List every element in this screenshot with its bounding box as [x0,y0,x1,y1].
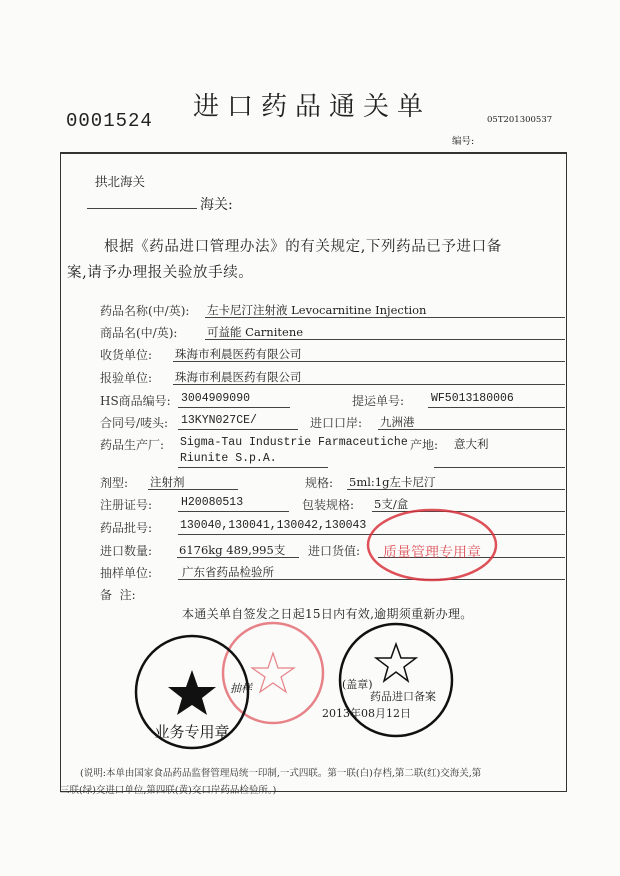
manufacturer-value-line-1: Sigma-Tau Industrie Farmaceutiche [180,436,408,449]
batch-no-label: 药品批号: [100,521,153,535]
underline [178,467,328,468]
drug-name-label: 药品名称(中/英): [100,304,190,318]
footer-note-line-1: (说明:本单由国家食品药品监督管理局统一印制,一式四联。第一联(白)存档,第二联(红)交海关,第 [80,768,482,779]
page-title: 进口药品通关单 [193,92,432,122]
underline [178,511,289,512]
customs-suffix: 海关: [200,197,233,213]
port-value: 九洲港 [380,415,415,429]
dosage-form-label: 剂型: [100,476,129,490]
manufacturer-value-line-2: Riunite S.p.A. [180,452,277,465]
gd-inspection-stamp [132,632,252,752]
seal-label: (盖章) [342,678,373,691]
issue-date: 2013年08月12日 [322,707,411,720]
drug-name-value: 左卡尼汀注射液 Levocarnitine Injection [207,303,427,317]
registration-no-value: H20080513 [181,496,244,509]
underline [178,429,298,430]
quantity-value: 6176kg 489,995支 [179,543,286,557]
underline [173,361,565,362]
inspection-applicant-label: 报验单位: [100,371,153,385]
origin-value: 意大利 [454,437,489,451]
footer-note-line-2: 三联(绿)交进口单位,第四联(黄)交口岸药品检验所。) [60,785,277,796]
intro-line-1: 根据《药品进口管理办法》的有关规定,下列药品已予进口备 [104,239,502,255]
underline [434,467,565,468]
underline [173,384,565,385]
issuer-dept: 药品进口备案 [370,690,436,703]
consignee-label: 收货单位: [100,348,153,362]
validity-note: 本通关单自签发之日起15日内有效,逾期须重新办理。 [182,607,473,621]
customs-blank [87,208,197,209]
goods-value-label: 进口货值: [308,544,361,558]
underline [378,429,565,430]
sampling-unit-value: 广东省药品检验所 [182,565,274,579]
company-stamp-text: 质量管理专用章 [383,545,481,561]
hs-code-value: 3004909090 [181,392,251,405]
specification-label: 规格: [305,476,334,490]
quantity-label: 进口数量: [100,544,153,558]
contract-no-value: 13KYN027CE/ [181,414,257,427]
underline [205,317,565,318]
intro-line-2: 案,请予办理报关验放手续。 [67,265,254,281]
specification-value: 5ml:1g左卡尼汀 [349,475,436,489]
zhuhai-fda-stamp [336,620,456,740]
underline [148,489,238,490]
customs-name: 拱北海关 [95,174,146,189]
sampling-unit-label: 抽样单位: [100,566,153,580]
trade-name-value: 可益能 Carnitene [207,325,304,339]
company-quality-stamp [362,505,502,585]
signature: 抽样 [230,682,252,695]
gd-stamp-bottom-text: 业务专用章 [154,723,230,741]
underline [177,557,299,558]
batch-no-value: 130040,130041,130042,130043 [180,519,367,532]
remarks-label: 备 注: [100,588,136,602]
underline [347,489,565,490]
underline [178,407,290,408]
trade-name-label: 商品名(中/英): [100,326,178,340]
dosage-form-value: 注射剂 [150,475,185,489]
underline [205,339,565,340]
packaging-label: 包装规格: [302,498,355,512]
manufacturer-label: 药品生产厂: [100,438,165,452]
registration-no-label: 注册证号: [100,498,153,512]
hs-code-label: HS商品编号: [100,394,171,408]
bill-no-label: 提运单号: [352,394,405,408]
consignee-value: 珠海市利晨医药有限公司 [175,347,302,361]
bill-no-value: WF5013180006 [431,392,514,405]
document-code: 05T201300537 [487,115,553,125]
port-label: 进口口岸: [310,416,363,430]
underline [428,407,565,408]
origin-label: 产地: [410,438,439,452]
inspection-applicant-value: 珠海市利晨医药有限公司 [175,370,302,384]
number-label: 编号: [452,136,475,147]
serial-number: 0001524 [66,110,153,132]
contract-no-label: 合同号/唛头: [100,416,169,430]
packaging-value: 5支/盒 [374,497,409,511]
